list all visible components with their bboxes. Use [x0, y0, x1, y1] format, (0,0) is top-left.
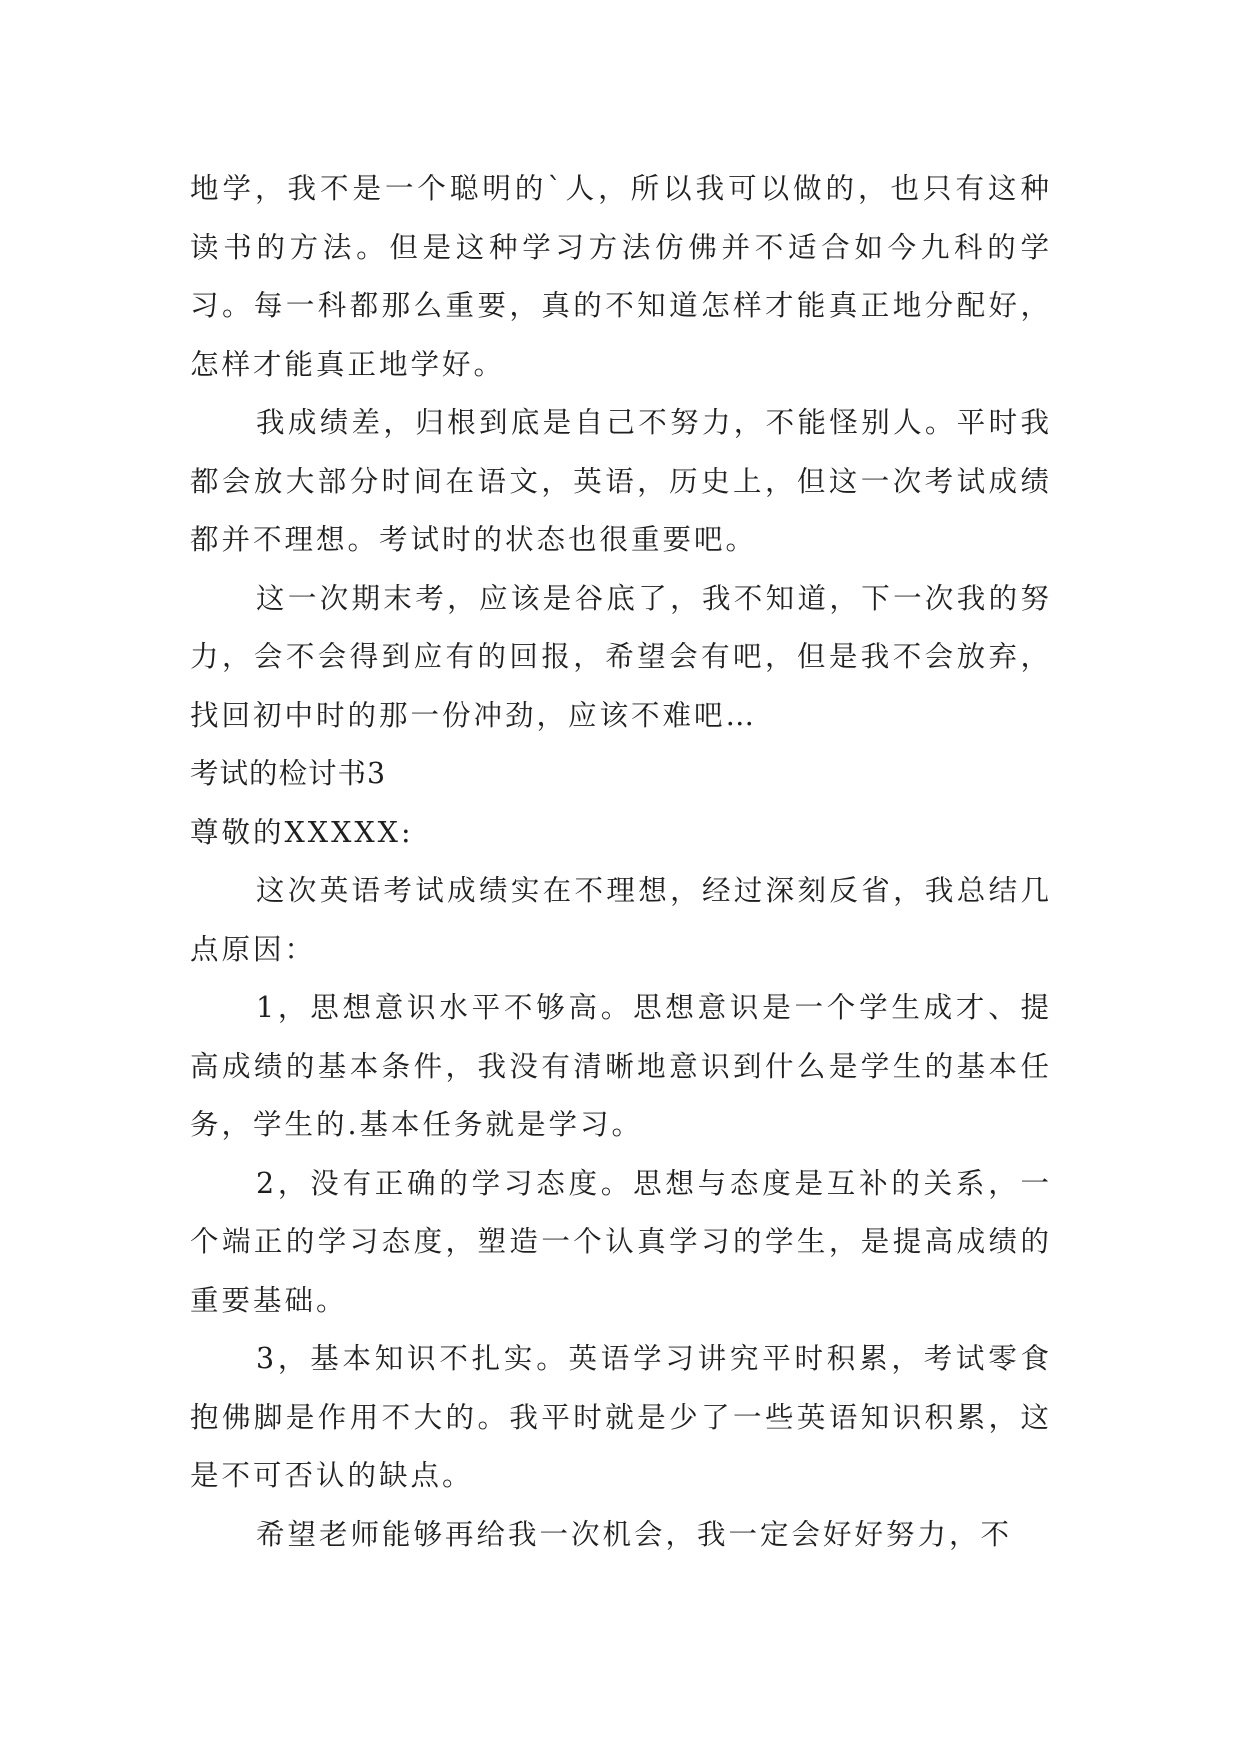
paragraph-continuation: 地学，我不是一个聪明的`人，所以我可以做的，也只有这种读书的方法。但是这种学习方法仿佛并不适合如今九科的学习。每一科都那么重要，真的不知道怎样才能真正地分配好，怎样才能真正地学好。: [190, 172, 1052, 381]
paragraph-final-exam: 这一次期末考，应该是谷底了，我不知道，下一次我的努力，会不会得到应有的回报，希望会有吧，但是我不会放弃，找回初中时的那一份冲劲，应该不难吧…: [190, 581, 1052, 732]
paragraph-reason-2: 2，没有正确的学习态度。思想与态度是互补的关系，一个端正的学习态度，塑造一个认真学习的学生，是提高成绩的重要基础。: [190, 1166, 1052, 1317]
section-title: 考试的检讨书3: [190, 757, 387, 790]
document-body: [190, 160, 1052, 1564]
paragraph-reason-3: 3，基本知识不扎实。英语学习讲究平时积累，考试零食抱佛脚是作用不大的。我平时就是少了一些英语知识积累，这是不可否认的缺点。: [190, 1342, 1052, 1492]
paragraph-closing: 希望老师能够再给我一次机会，我一定会好好努力，不: [256, 1517, 1013, 1551]
paragraph-reasons-intro: 这次英语考试成绩实在不理想，经过深刻反省，我总结几点原因：: [190, 874, 1052, 966]
salutation: 尊敬的XXXXX:: [190, 815, 414, 849]
paragraph-reason-1: 1，思想意识水平不够高。思想意识是一个学生成才、提高成绩的基本条件，我没有清晰地意识到什么是学生的基本任务，学生的.基本任务就是学习。: [190, 991, 1052, 1141]
paragraph-poor-grades: 我成绩差，归根到底是自己不努力，不能怪别人。平时我都会放大部分时间在语文，英语，历史上，但这一次考试成绩都并不理想。考试时的状态也很重要吧。: [190, 406, 1052, 556]
